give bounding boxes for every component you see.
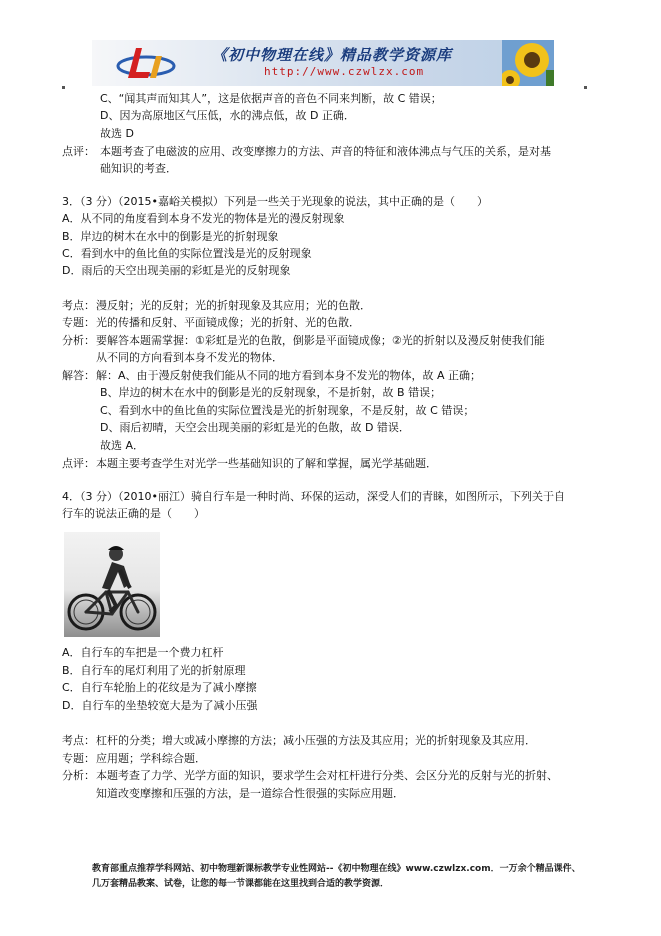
q3-jieda-line-1: 解：A、由于漫反射使我们能从不同的地方看到本身不发光的物体，故 A 正确； xyxy=(96,369,482,382)
q4-stem-line-1: 4．（3 分）（2010•丽江）骑自行车是一种时尚、环保的运动，深受人们的青睐，如图所示，下列关于自 xyxy=(62,490,565,503)
banner-url[interactable]: http://www.czwlzx.com xyxy=(264,65,425,78)
q3-jieda-line-2: B、岸边的树木在水中的倒影是光的反射现象，不是折射，故 B 错误； xyxy=(100,386,442,399)
q4-fenxi-line-2: 知道改变摩擦和压强的方法，是一道综合性很强的实际应用题． xyxy=(96,787,404,800)
cyclist-photo xyxy=(64,532,160,637)
q4-zhuanti: 应用题；学科综合题． xyxy=(96,752,206,765)
q4-fenxi-label: 分析： xyxy=(62,769,95,782)
header-banner xyxy=(92,40,554,86)
page-footer xyxy=(92,862,581,892)
banner-title: 《初中物理在线》精品教学资源库 xyxy=(212,46,453,64)
q3-dianping: 本题主要考查学生对光学一些基础知识的了解和掌握，属光学基础题． xyxy=(96,457,437,470)
q3-option-b: B．岸边的树木在水中的倒影是光的折射现象 xyxy=(62,230,279,243)
prev-comment-line-2: 础知识的考查． xyxy=(100,162,177,175)
q4-kaodian: 杠杆的分类；增大或减小摩擦的方法；减小压强的方法及其应用；光的折射现象及其应用． xyxy=(96,734,536,747)
q3-jieda-label: 解答： xyxy=(62,369,95,382)
cyclist-illustration xyxy=(64,532,160,637)
q3-jieda-line-3: C、看到水中的鱼比鱼的实际位置浅是光的折射现象，不是反射，故 C 错误； xyxy=(100,404,475,417)
q4-option-a: A．自行车的车把是一个费力杠杆 xyxy=(62,646,224,659)
footer-line-2: 几万套精品教案、试卷，让您的每一节课都能在这里找到合适的教学资源． xyxy=(92,879,390,889)
q3-fenxi-line-2: 从不同的方向看到本身不发光的物体． xyxy=(96,351,283,364)
footer-line-1: 教育部重点推荐学科网站、初中物理新课标教学专业性网站--《初中物理在线》www.czwlzx.com．一万余个精品课件、 xyxy=(92,864,581,874)
q3-option-c: C．看到水中的鱼比鱼的实际位置浅是光的反射现象 xyxy=(62,247,312,260)
q3-fenxi-label: 分析： xyxy=(62,334,95,347)
header-dot-right xyxy=(584,86,587,89)
q3-option-a: A．从不同的角度看到本身不发光的物体是光的漫反射现象 xyxy=(62,212,345,225)
sunflower-image xyxy=(502,40,554,86)
q4-option-b: B．自行车的尾灯利用了光的折射原理 xyxy=(62,664,246,677)
q4-fenxi-line-1: 本题考查了力学、光学方面的知识，要求学生会对杠杆进行分类、会区分光的反射与光的折射、 xyxy=(96,769,558,782)
prev-answer: 故选 D xyxy=(100,127,134,140)
q4-kaodian-label: 考点： xyxy=(62,734,95,747)
q3-zhuanti-label: 专题： xyxy=(62,316,95,329)
q4-option-c: C．自行车轮胎上的花纹是为了减小摩擦 xyxy=(62,681,257,694)
q4-stem-line-2: 行车的说法正确的是（ ） xyxy=(62,507,205,520)
q4-option-d: D．自行车的坐垫较宽大是为了减小压强 xyxy=(62,699,258,712)
q3-zhuanti: 光的传播和反射、平面镜成像；光的折射、光的色散． xyxy=(96,316,360,329)
site-logo-icon xyxy=(106,42,176,84)
q3-jieda-line-5: 故选 A． xyxy=(100,439,145,452)
prev-comment-label: 点评： xyxy=(62,145,95,158)
q4-zhuanti-label: 专题： xyxy=(62,752,95,765)
q3-stem: 3．（3 分）（2015•嘉峪关模拟）下列是一些关于光现象的说法，其中正确的是（ ） xyxy=(62,195,488,208)
q3-fenxi-line-1: 要解答本题需掌握：①彩虹是光的色散，倒影是平面镜成像；②光的折射以及漫反射使我们能 xyxy=(96,334,545,347)
q3-jieda-line-4: D、雨后初晴，天空会出现美丽的彩虹是光的色散，故 D 错误． xyxy=(100,421,410,434)
prev-option-d: D、因为高原地区气压低，水的沸点低，故 D 正确． xyxy=(100,109,355,122)
header-dot-left xyxy=(62,86,65,89)
prev-comment-line-1: 本题考查了电磁波的应用、改变摩擦力的方法、声音的特征和液体沸点与气压的关系，是对基 xyxy=(100,145,551,158)
q3-kaodian-label: 考点： xyxy=(62,299,95,312)
q3-kaodian: 漫反射；光的反射；光的折射现象及其应用；光的色散． xyxy=(96,299,371,312)
q3-option-d: D．雨后的天空出现美丽的彩虹是光的反射现象 xyxy=(62,264,291,277)
prev-option-c: C、“闻其声而知其人”，这是依据声音的音色不同来判断，故 C 错误； xyxy=(100,92,442,105)
q3-dianping-label: 点评： xyxy=(62,457,95,470)
